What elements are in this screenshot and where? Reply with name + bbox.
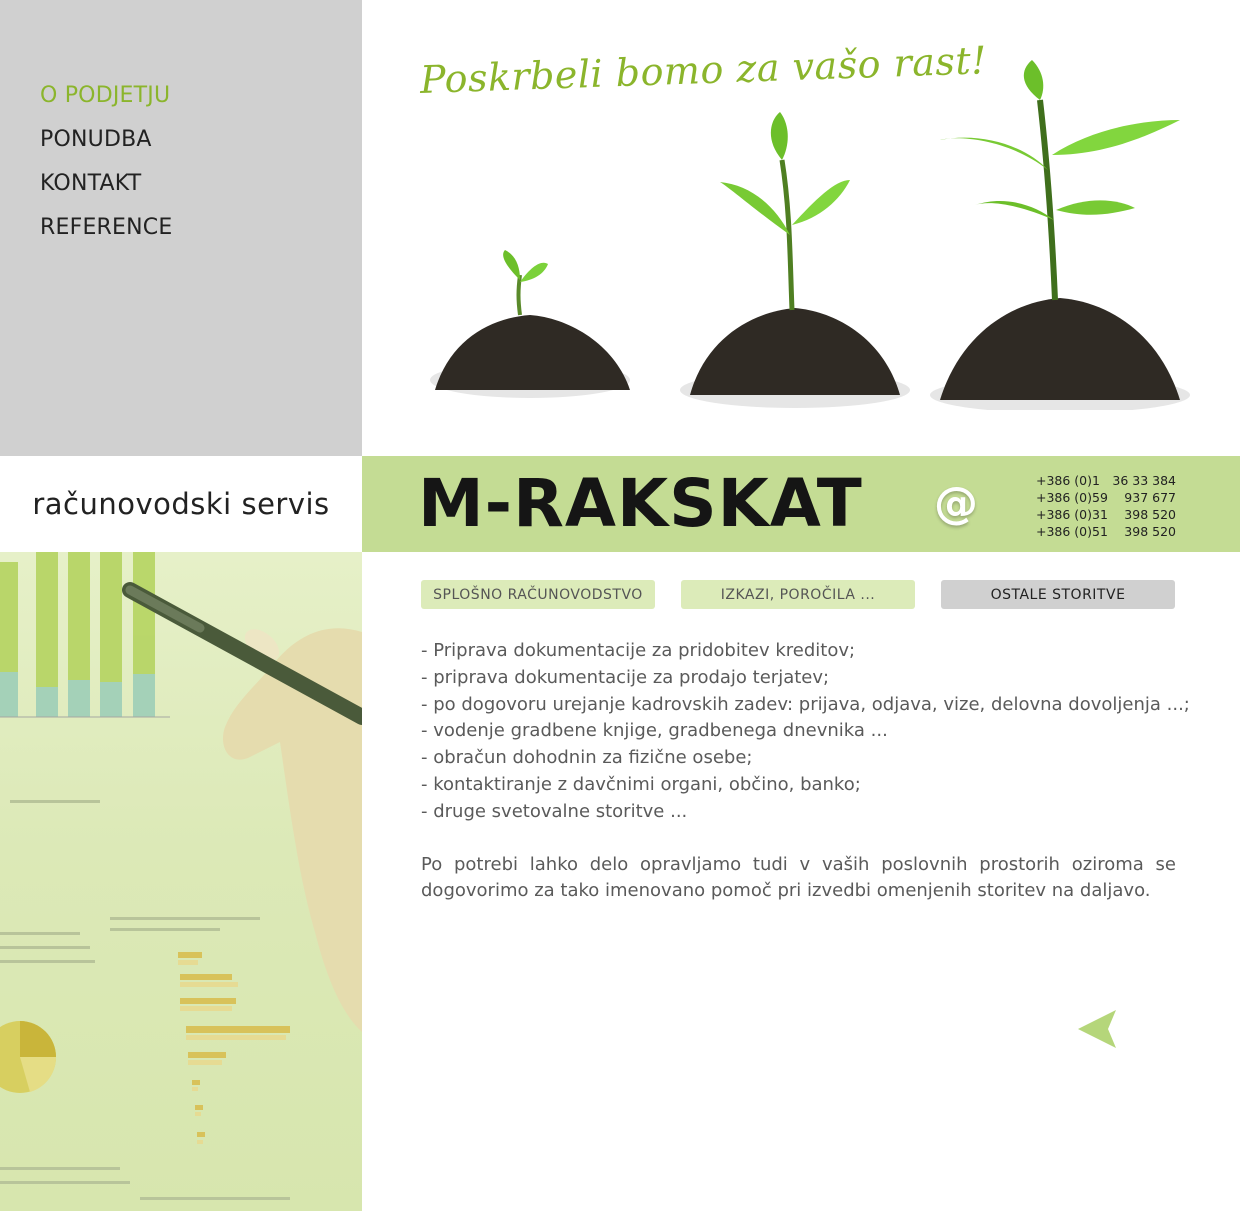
tab-ostale-storitve[interactable]: OSTALE STORITVE bbox=[941, 580, 1175, 609]
phone-list bbox=[1036, 472, 1176, 540]
finance-report-image bbox=[0, 552, 362, 1211]
list-item: - obračun dohodnin za fizične osebe; bbox=[421, 747, 753, 769]
decor-pie-chart bbox=[0, 1021, 56, 1093]
services-list bbox=[421, 638, 1190, 826]
nav-item-reference[interactable]: REFERENCE bbox=[40, 215, 173, 240]
back-arrow-icon[interactable] bbox=[1078, 1010, 1118, 1048]
tab-splosno-racunovodstvo[interactable]: SPLOŠNO RAČUNOVODSTVO bbox=[421, 580, 655, 609]
phone-prefix: +386 (0)31 bbox=[1036, 507, 1108, 522]
sidebar-tagline: računovodski servis bbox=[0, 456, 362, 552]
phone-row bbox=[1036, 523, 1176, 540]
content-area bbox=[421, 638, 1190, 923]
phone-number: 36 33 384 bbox=[1112, 473, 1176, 488]
medium-sprout-icon bbox=[680, 112, 910, 408]
list-item: - Priprava dokumentacije za pridobitev kreditov; bbox=[421, 640, 856, 661]
phone-number: 398 520 bbox=[1124, 507, 1176, 522]
decor-bar-chart bbox=[0, 552, 170, 717]
phone-prefix: +386 (0)1 bbox=[1036, 473, 1100, 488]
list-item: - po dogovoru urejanje kadrovskih zadev: prijava, odjava, vize, delovna dovoljenja ...; bbox=[421, 693, 1190, 715]
phone-row bbox=[1036, 472, 1176, 489]
finance-illustration bbox=[0, 552, 362, 1211]
nav-item-o-podjetju[interactable]: O PODJETJU bbox=[40, 83, 171, 108]
list-item: - druge svetovalne storitve ... bbox=[421, 800, 688, 822]
list-item: - vodenje gradbene knjige, gradbenega dnevnika ... bbox=[421, 720, 888, 742]
small-sprout-icon bbox=[430, 250, 630, 398]
nav-item-kontakt[interactable]: KONTAKT bbox=[40, 171, 142, 196]
brand-name: M-RAKSKAT bbox=[418, 465, 863, 542]
content-paragraph: Po potrebi lahko delo opravljamo tudi v vaših poslovnih prostorih oziroma se dogovorimo za tako imenovano pomoč pri izvedbi omenjenih storitev na daljavo. bbox=[421, 853, 1176, 902]
phone-number: 398 520 bbox=[1124, 524, 1176, 539]
phone-row bbox=[1036, 489, 1176, 506]
decor-horizontal-bars bbox=[178, 952, 290, 1144]
large-sprout-icon bbox=[930, 60, 1190, 410]
phone-row bbox=[1036, 506, 1176, 523]
phone-prefix: +386 (0)51 bbox=[1036, 524, 1108, 539]
nav-item-ponudba[interactable]: PONUDBA bbox=[40, 127, 152, 152]
phone-number: 937 677 bbox=[1124, 490, 1176, 505]
main-navigation bbox=[40, 74, 172, 250]
phone-prefix: +386 (0)59 bbox=[1036, 490, 1108, 505]
list-item: - kontaktiranje z davčnimi organi, občino, banko; bbox=[421, 773, 861, 795]
slogan: Poskrbeli bomo za vašo rast! bbox=[419, 38, 988, 102]
tab-izkazi-porocila[interactable]: IZKAZI, POROČILA ... bbox=[681, 580, 915, 609]
list-item: - priprava dokumentacije za prodajo terjatev; bbox=[421, 666, 830, 688]
growing-plants-image bbox=[420, 60, 1200, 410]
at-icon[interactable]: @ bbox=[934, 478, 978, 529]
